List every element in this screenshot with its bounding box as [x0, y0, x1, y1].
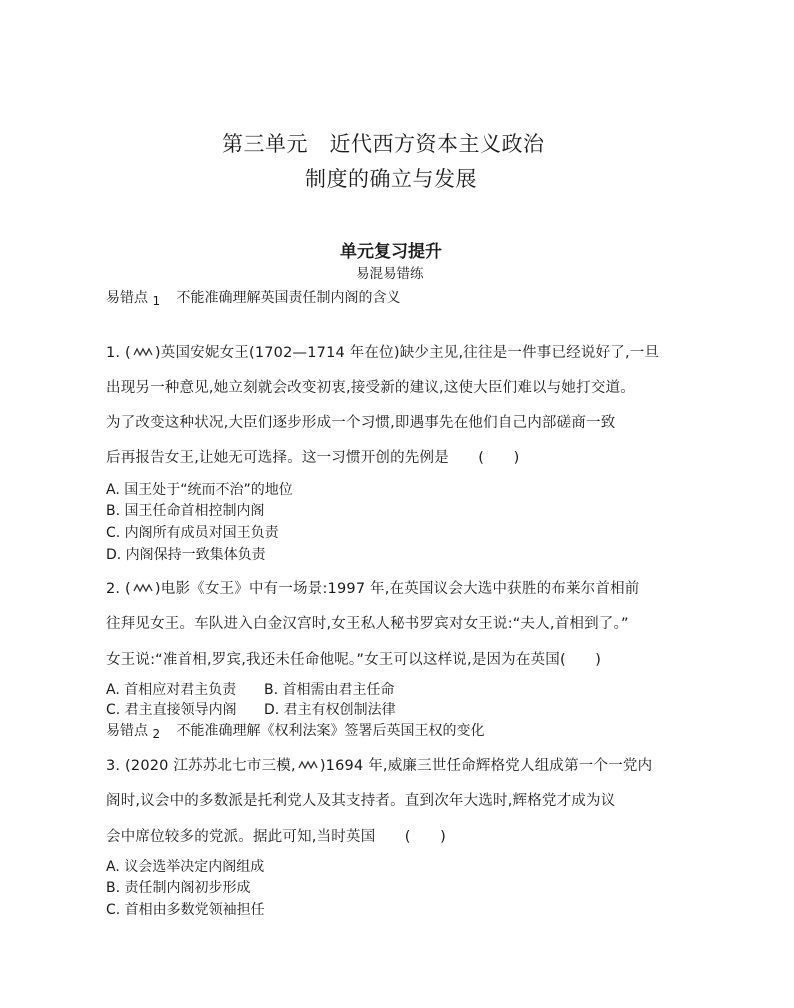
q1-option-a[interactable]: A. 国王处于“统而不治”的地位 [106, 482, 293, 498]
error-point-2 [106, 720, 485, 741]
error-point-number: 2 [152, 727, 161, 741]
q3-text: )1694 年,威廉三世任命辉格党人组成第一个一党内 [319, 758, 653, 774]
q2-line3: 女王说:“准首相,罗宾,我还未任命他呢。”女王可以这样说,是因为在英国( ) [106, 652, 602, 668]
q3-option-c[interactable]: C. 首相由多数党领袖担任 [106, 902, 265, 918]
q2-line1 [106, 577, 639, 598]
error-point-label: 易错点 [106, 290, 148, 306]
error-point-number: 1 [152, 294, 161, 308]
q2-option-d[interactable]: D. 君主有权创制法律 [264, 702, 396, 718]
difficulty-star-icon [297, 759, 319, 771]
q3-number: 3. (2020 江苏苏北七市三模, [106, 758, 296, 774]
q1-line3: 为了改变这种状况,大臣们逐步形成一个习惯,即遇事先在他们自己内部磋商一致 [106, 415, 616, 431]
q1-option-c[interactable]: C. 内阁所有成员对国王负责 [106, 525, 279, 541]
q2-option-c[interactable]: C. 君主直接领导内阁 [106, 702, 237, 718]
q1-text: )英国安妮女王(1702—1714 年在位)缺少主见,往往是一件事已经说好了,一旦 [154, 345, 660, 361]
q1-line1 [106, 341, 659, 362]
q3-option-b[interactable]: B. 责任制内阁初步形成 [106, 880, 251, 896]
q1-option-d[interactable]: D. 内阁保持一致集体负责 [106, 547, 266, 563]
q1-line4: 后再报告女王,让她无可选择。这一习惯开创的先例是 ( ) [106, 450, 520, 466]
q1-option-b[interactable]: B. 国王任命首相控制内阁 [106, 503, 265, 519]
error-point-1 [106, 287, 401, 308]
page-title-line1: 第三单元 近代西方资本主义政治 [222, 132, 545, 156]
q3-option-a[interactable]: A. 议会选举决定内阁组成 [106, 859, 265, 875]
section-subtitle: 易混易错练 [356, 266, 424, 282]
difficulty-star-icon [132, 346, 154, 358]
section-title: 单元复习提升 [340, 242, 442, 262]
q3-line2: 阁时,议会中的多数派是托利党人及其支持者。直到次年大选时,辉格党才成为议 [106, 793, 616, 809]
error-point-text: 不能准确理解英国责任制内阁的含义 [176, 290, 401, 306]
difficulty-star-icon [132, 582, 154, 594]
q2-number: 2. ( [106, 581, 131, 597]
q3-line1 [106, 754, 652, 775]
page-title-line2: 制度的确立与发展 [305, 167, 477, 191]
q2-line2: 往拜见女王。车队进入白金汉宫时,女王私人秘书罗宾对女王说:“夫人,首相到了。” [106, 616, 629, 632]
q2-option-b[interactable]: B. 首相需由君主任命 [264, 682, 395, 698]
q2-text: )电影《女王》中有一场景:1997 年,在英国议会大选中获胜的布莱尔首相前 [154, 581, 640, 597]
q2-option-a[interactable]: A. 首相应对君主负责 [106, 682, 237, 698]
error-point-text: 不能准确理解《权利法案》签署后英国王权的变化 [176, 723, 485, 739]
q1-line2: 出现另一种意见,她立刻就会改变初衷,接受新的建议,这使大臣们难以与她打交道。 [106, 380, 635, 396]
error-point-label: 易错点 [106, 723, 148, 739]
q3-line3: 会中席位较多的党派。据此可知,当时英国 ( ) [106, 829, 446, 845]
q1-number: 1. ( [106, 345, 131, 361]
